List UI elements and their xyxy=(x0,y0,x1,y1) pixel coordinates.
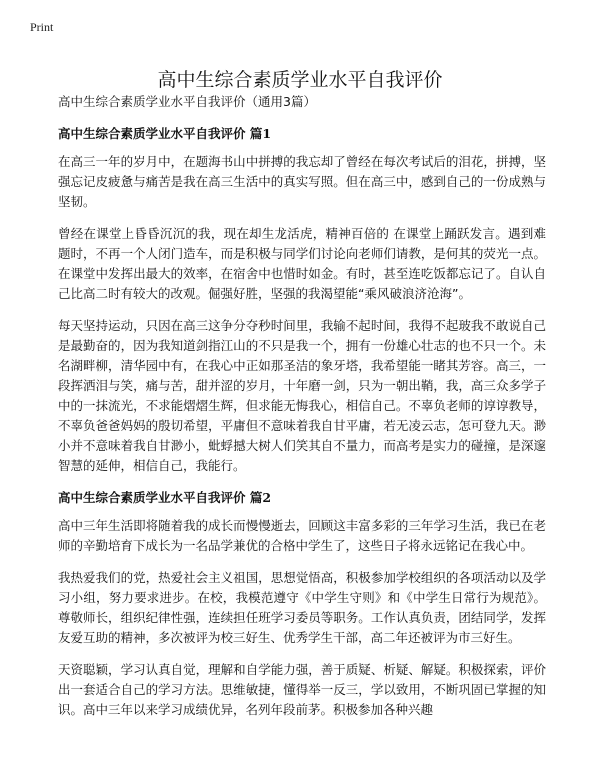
page-title: 高中生综合素质学业水平自我评价 xyxy=(157,68,443,91)
section-heading-1: 高中生综合素质学业水平自我评价 篇1 xyxy=(58,126,272,141)
section-heading-2: 高中生综合素质学业水平自我评价 篇2 xyxy=(58,490,272,505)
paragraph: 天资聪颖，学习认真自觉，理解和自学能力强，善于质疑、析疑、解疑。积极探索，评价出一套适合自己的学习方法。思维敏捷，懂得举一反三，学以致用，不断巩固已掌握的知识。高中三年以来学习成绩优异，名列年段前茅。积极参加各种兴趣 xyxy=(58,662,546,717)
paragraph: 我热爱我们的党，热爱社会主义祖国，思想觉悟高，积极参加学校组织的各项活动以及学习小组，努力要求进步。在校，我模范遵守《中学生守则》和《中学生日常行为规范》。尊敬师长，组织纪律性强，连续担任班学习委员等职务。工作认真负责，团结同学，发挥友爱互助的精神，多次被评为校三好生、优秀学生干部，高二年还被评为市三好生。 xyxy=(58,570,546,645)
paragraph: 每天坚持运动，只因在高三这争分夺秒时间里，我输不起时间，我得不起玻我不敢说自己是最勤奋的，因为我知道剑指江山的不只是我一个，拥有一份雄心壮志的也不只一个。未名湖畔柳，清华园中有，在我心中正如那圣洁的象牙塔，我希望能一睹其芳容。高三，一段挥洒泪与笑，痛与苦，甜并涩的岁月，十年磨一剑，只为一朝出鞘，我，高三众多学子中的一抹流光，不求能熠熠生辉，但求能无悔我心，相信自己。不辜负老师的谆谆教导，不辜负爸爸妈妈的殷切希望，平庸但不意味着我自甘平庸，若无凌云志，怎可登九天。渺小并不意味着我自甘渺小，蚍蜉撼大树人们笑其自不量力，而高考是实力的碰撞，是深邃智慧的延伸，相信自己，我能行。 xyxy=(58,318,546,473)
document-subtitle: 高中生综合素质学业水平自我评价（通用3篇） xyxy=(58,94,316,109)
paragraph: 高中三年生活即将随着我的成长而慢慢逝去，回顾这丰富多彩的三年学习生活，我已在老师的辛勤培育下成长为一名品学兼优的合格中学生了，这些日子将永远铭记在我心中。 xyxy=(58,518,546,553)
print-label[interactable]: Print xyxy=(30,20,54,34)
paragraph: 在高三一年的岁月中，在题海书山中拼搏的我忘却了曾经在每次考试后的泪花，拼搏，坚强忘记皮疲惫与痛苦是我在高三生活中的真实写照。但在高三中，感到自己的一份成熟与坚韧。 xyxy=(58,154,546,209)
paragraph: 曾经在课堂上昏昏沉沉的我，现在却生龙活虎，精神百倍的 在课堂上踊跃发言。遇到难题时，不再一个人闭门造车，而是积极与同学们讨论向老师们请教，是何其的荧光一点。在课堂中发挥出最大的效率，在宿舍中也惜时如金。有时，甚至连吃饭都忘记了。自认自己比高二时有较大的改观。倔强好胜，坚强的我渴望能“乘风破浪济沧海”。 xyxy=(58,226,546,301)
document-body xyxy=(58,92,546,732)
